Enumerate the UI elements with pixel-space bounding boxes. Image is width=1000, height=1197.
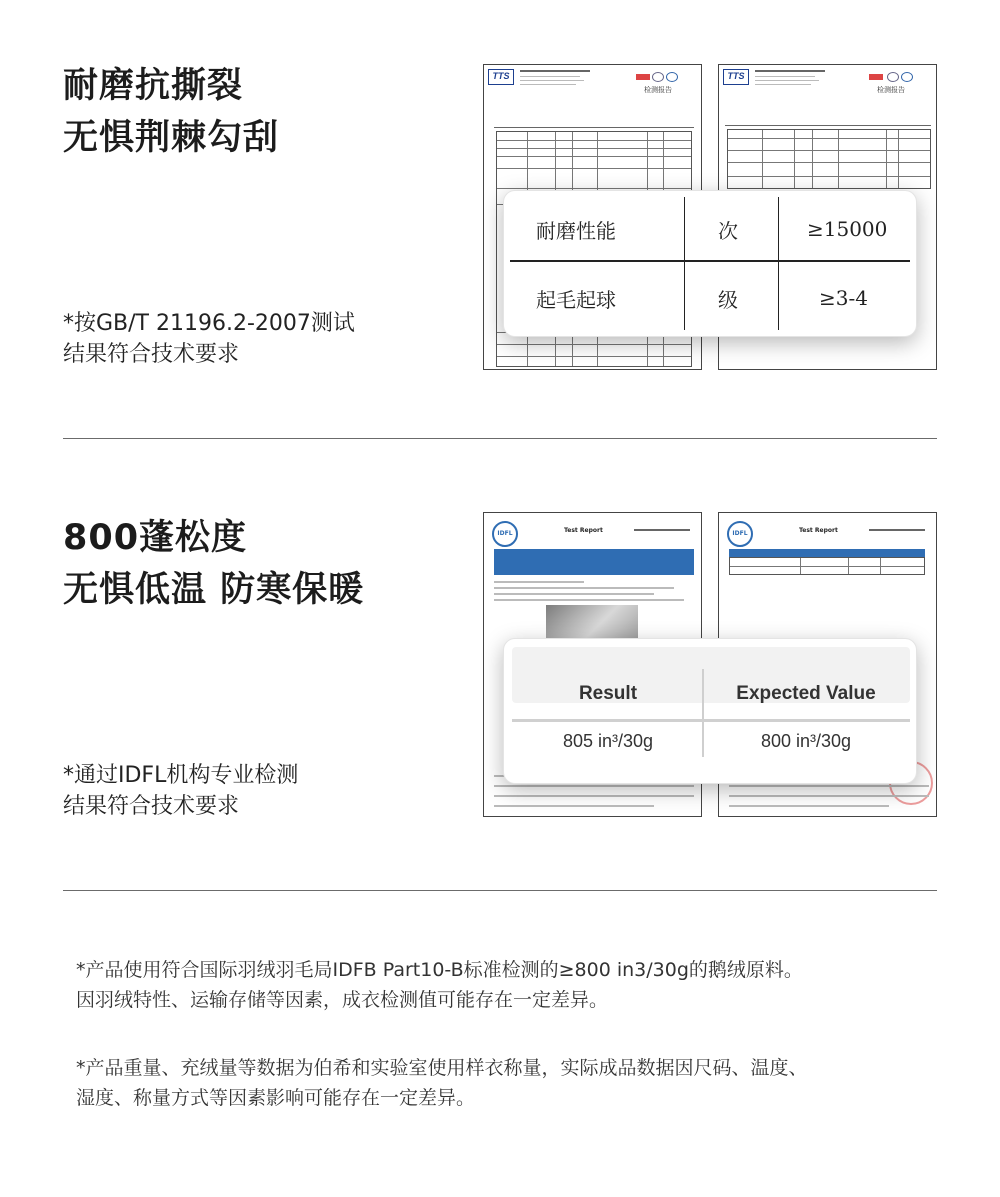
- fill-power-note: [63, 760, 298, 822]
- disclaimer-2-line-1: *产品重量、充绒量等数据为伯希和实验室使用样衣称量，实际成品数据因尺码、温度、: [76, 1057, 808, 1079]
- note-line-2: 结果符合技术要求: [63, 794, 240, 819]
- abrasion-spec-table: [503, 190, 917, 337]
- abrasion-note: [63, 308, 355, 370]
- footer-disclaimer-1: [76, 955, 803, 1015]
- idfl-logo: IDFL: [492, 521, 518, 547]
- idfl-report-title-2: Test Report: [799, 527, 838, 534]
- section-divider-1: [63, 438, 937, 439]
- idfl-logo-2: IDFL: [727, 521, 753, 547]
- section-divider-2: [63, 890, 937, 891]
- headline-line-2: 无惧低温 防寒保暖: [63, 570, 365, 610]
- abrasion-headline: [63, 60, 279, 164]
- headline-line-2: 无惧荆棘勾刮: [63, 118, 280, 158]
- tts-logo-2: TTS: [723, 69, 749, 85]
- row-unit-pilling: 级: [718, 287, 738, 312]
- fill-power-result-table: [503, 638, 917, 784]
- report-title: 检测报告: [644, 86, 672, 94]
- result-value: 805 in³/30g: [562, 730, 654, 751]
- note-line-1: *通过IDFL机构专业检测: [63, 763, 299, 788]
- footer-disclaimer-2: [76, 1053, 808, 1113]
- expected-value-header: Expected Value: [736, 683, 876, 704]
- idfl-report-title: Test Report: [564, 527, 603, 534]
- headline-line-1: 800蓬松度: [63, 518, 248, 558]
- result-header: Result: [578, 683, 638, 704]
- note-line-2: 结果符合技术要求: [63, 342, 240, 367]
- disclaimer-1-line-1: *产品使用符合国际羽绒羽毛局IDFB Part10-B标准检测的≥800 in3/30g的鹅绒原料。: [76, 959, 803, 981]
- headline-line-1: 耐磨抗撕裂: [63, 66, 244, 106]
- row-item-abrasion: 耐磨性能: [536, 218, 616, 243]
- row-value-pilling: ≥3-4: [819, 286, 868, 310]
- disclaimer-2-line-2: 湿度、称量方式等因素影响可能存在一定差异。: [76, 1087, 476, 1109]
- row-item-pilling: 起毛起球: [536, 287, 616, 312]
- disclaimer-1-line-2: 因羽绒特性、运输存储等因素，成衣检测值可能存在一定差异。: [76, 989, 609, 1011]
- expected-value: 800 in³/30g: [760, 730, 852, 751]
- row-unit-abrasion: 次: [718, 218, 738, 243]
- note-line-1: *按GB/T 21196.2-2007测试: [63, 311, 355, 336]
- tts-logo: TTS: [488, 69, 514, 85]
- report-title-2: 检测报告: [877, 86, 905, 94]
- fill-power-headline: [63, 512, 364, 616]
- row-value-abrasion: ≥15000: [807, 217, 888, 241]
